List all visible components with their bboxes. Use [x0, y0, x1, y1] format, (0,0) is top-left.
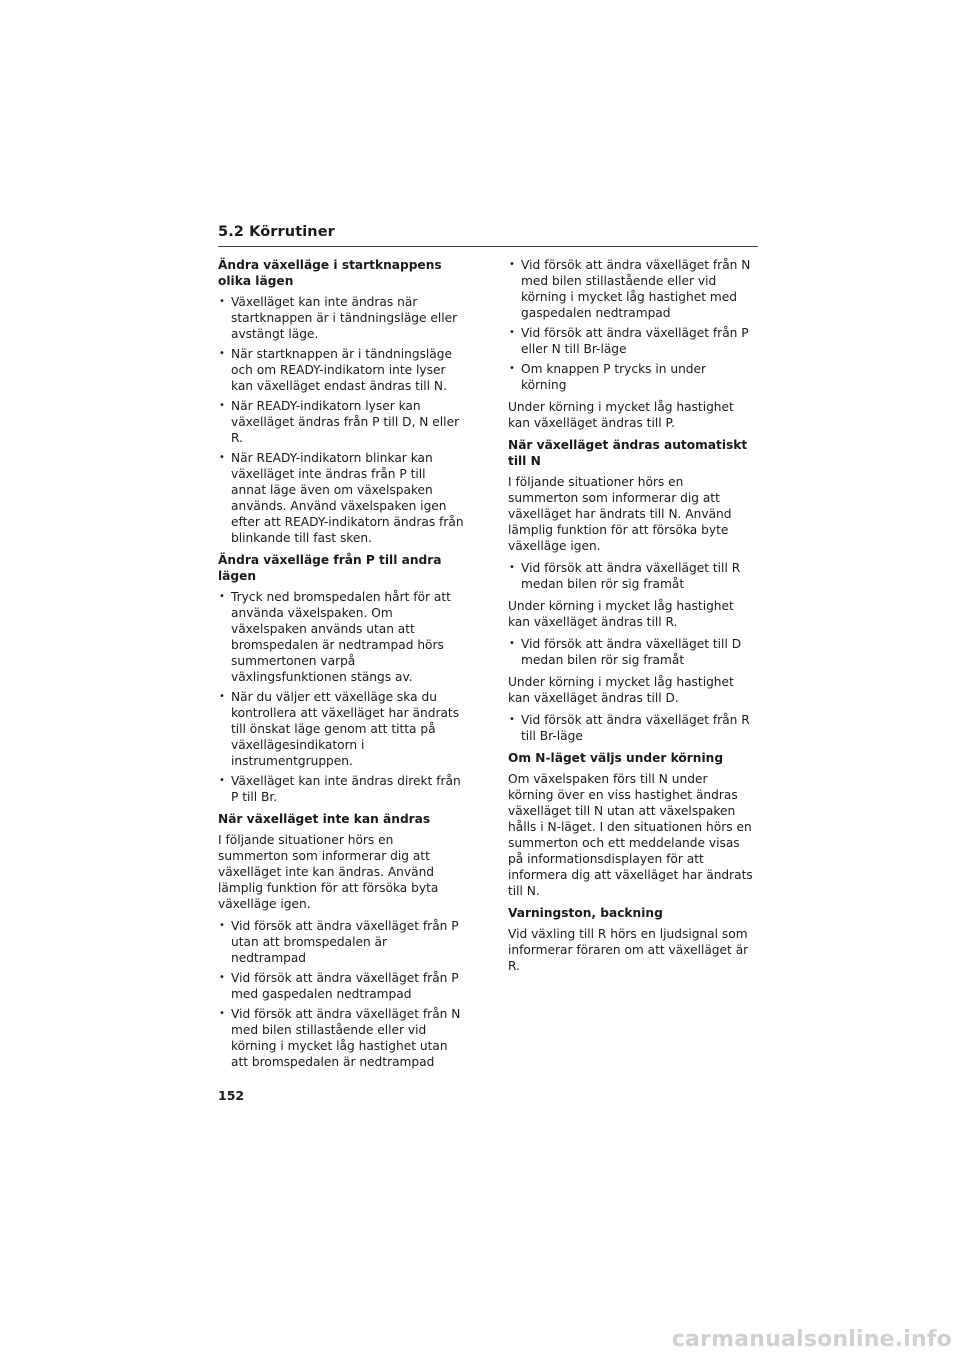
heading-from-p: Ändra växelläge från P till andra lägen — [218, 553, 442, 583]
watermark: carmanualsonline.info — [671, 1327, 952, 1352]
paragraph: I följande situationer hörs en summerton som informerar dig att växelläget har ändrats till N. Använd lämplig funktion för att försöka byte växelläge igen. — [508, 475, 732, 553]
paragraph: Under körning i mycket låg hastighet kan växelläget ändras till R. — [508, 599, 734, 629]
list-item: • Vid försök att ändra växelläget från P utan att bromspedalen är nedtrampad — [218, 918, 464, 966]
list-from-p — [218, 589, 464, 805]
heading-n-while-driving: Om N-läget väljs under körning — [508, 751, 724, 765]
heading-reverse-warning: Varningston, backning — [508, 906, 663, 920]
left-column — [218, 257, 464, 1076]
list-item: • När READY-indikatorn lyser kan växelläget ändras från P till D, N eller R. — [218, 398, 464, 446]
list-item: • Vid försök att ändra växelläget från R till Br-läge — [508, 712, 754, 744]
list-to-r — [508, 560, 754, 592]
paragraph: Under körning i mycket låg hastighet kan växelläget ändras till P. — [508, 400, 734, 430]
page-header — [218, 224, 758, 247]
list-to-d — [508, 636, 754, 668]
paragraph: Vid växling till R hörs en ljudsignal som informerar föraren om att växelläget är R. — [508, 927, 749, 973]
list-start-button-positions — [218, 294, 464, 546]
list-item: • Vid försök att ändra växelläget från N med bilen stillastående eller vid körning i mycket låg hastighet utan att bromspedalen är nedtrampad — [218, 1006, 464, 1070]
list-item: • När READY-indikatorn blinkar kan växelläget inte ändras från P till annat läge även om växelspaken används. Använd växelspaken igen efter att READY-indikatorn ändras från blinkande till fast sken. — [218, 450, 464, 546]
list-item: • När du väljer ett växelläge ska du kontrollera att växelläget har ändrats till önskat läge genom att titta på växellägesindikatorn i instrumentgruppen. — [218, 689, 464, 769]
right-column — [508, 257, 754, 980]
list-item: • Växelläget kan inte ändras direkt från P till Br. — [218, 773, 464, 805]
list-item: • När startknappen är i tändningsläge och om READY-indikatorn inte lyser kan växelläget endast ändras till N. — [218, 346, 464, 394]
list-item: • Tryck ned bromspedalen hårt för att använda växelspaken. Om växelspaken används utan att bromspedalen är nedtrampad hörs summertonen varpå växlingsfunktionen stängs av. — [218, 589, 464, 685]
paragraph: Under körning i mycket låg hastighet kan växelläget ändras till D. — [508, 675, 734, 705]
list-item: • Vid försök att ändra växelläget till D medan bilen rör sig framåt — [508, 636, 754, 668]
paragraph: Om växelspaken förs till N under körning över en viss hastighet ändras växelläget till N utan att växelspaken hålls i N-läget. I den situationen hörs en summerton och ett meddelande visas på informationsdisplayen för att informera dig att växelläget har ändrats till N. — [508, 772, 753, 898]
list-cannot-change — [218, 918, 464, 1070]
list-item: • Växelläget kan inte ändras när startknappen är i tändningsläge eller avstängt läge. — [218, 294, 464, 342]
heading-auto-change-to-n: När växelläget ändras automatiskt till N — [508, 438, 748, 468]
heading-gear-change-start-button: Ändra växelläge i startknappens olika lägen — [218, 258, 442, 288]
list-item: • Vid försök att ändra växelläget till R medan bilen rör sig framåt — [508, 560, 754, 592]
list-cannot-change-continued — [508, 257, 754, 393]
list-r-to-br — [508, 712, 754, 744]
list-item: • Vid försök att ändra växelläget från P eller N till Br-läge — [508, 325, 754, 357]
list-item: • Vid försök att ändra växelläget från P med gaspedalen nedtrampad — [218, 970, 464, 1002]
section-title: 5.2 Körrutiner — [218, 224, 335, 240]
list-item: • Om knappen P trycks in under körning — [508, 361, 754, 393]
heading-cannot-change: När växelläget inte kan ändras — [218, 812, 431, 826]
list-item: • Vid försök att ändra växelläget från N med bilen stillastående eller vid körning i mycket låg hastighet med gaspedalen nedtrampad — [508, 257, 754, 321]
paragraph: I följande situationer hörs en summerton som informerar dig att växelläget inte kan ändras. Använd lämplig funktion för att försöka byta växelläge igen. — [218, 833, 439, 911]
page-number: 152 — [218, 1088, 245, 1103]
